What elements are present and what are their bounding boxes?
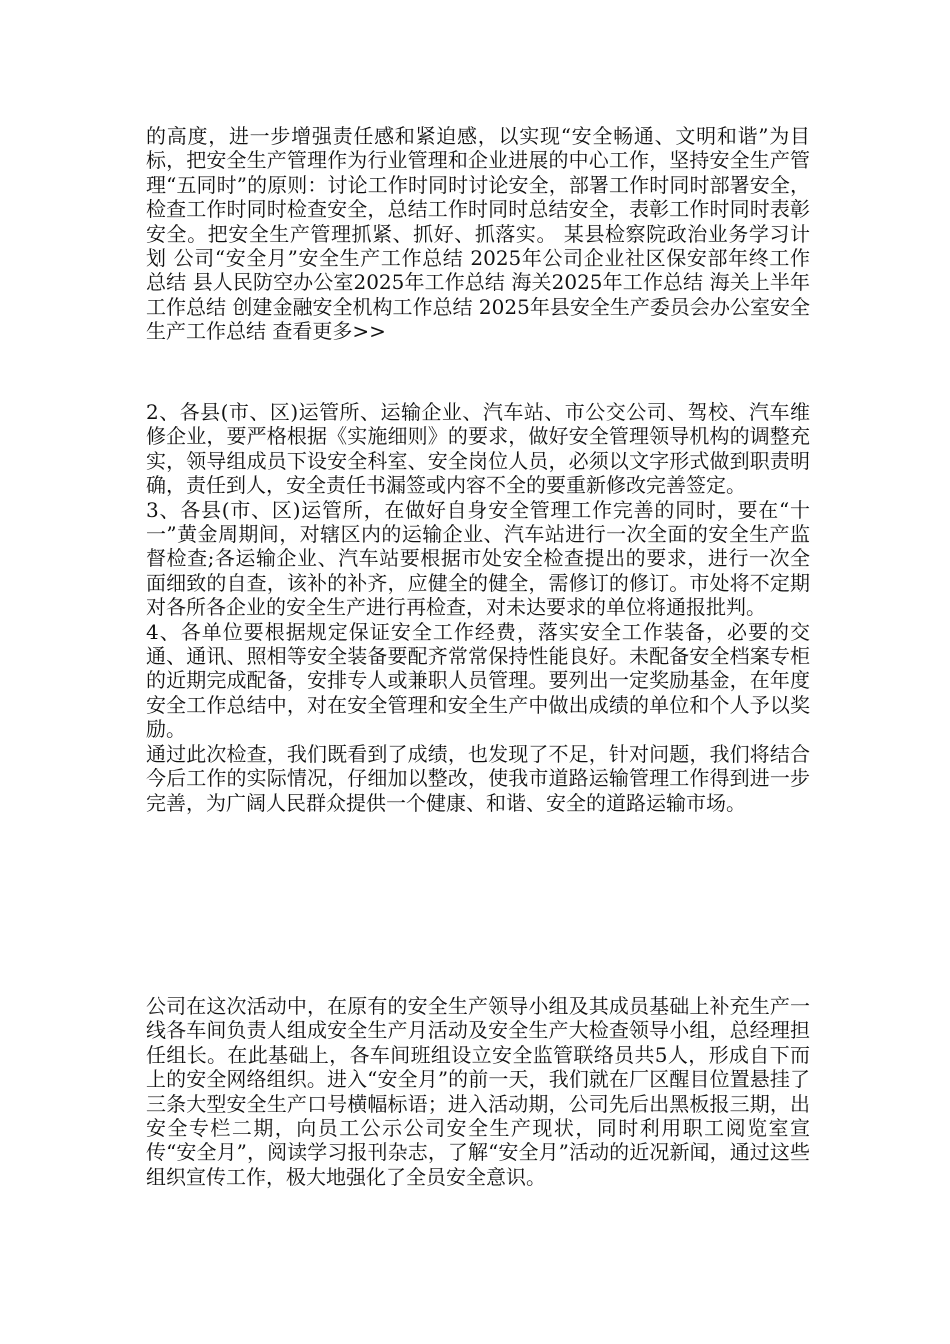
view-more-link[interactable]: 查看更多>> — [272, 319, 386, 344]
section-3-paragraph: 公司在这次活动中，在原有的安全生产领导小组及其成员基础上补充生产一线各车间负责人组成安全生产月活动及安全生产大检查领导小组，总经理担任组长。在此基础上，各车间班组设立安全监管联络员共5人，形成自下而上的安全网络组织。进入“安全月”的前一天，我们就在厂区醒目位置悬挂了三条大型安全生产口号横幅标语；进入活动期，公司先后出黑板报三期，出安全专栏二期，向员工公示公司安全生产现状，同时利用职工阅览室宣传“安全月”，阅读学习报刊杂志，了解“安全月”活动的近况新闻，通过这些组织宣传工作，极大地强化了全员安全意识。 — [146, 994, 810, 1189]
list-item: 4、各单位要根据规定保证安全工作经费，落实安全工作装备，必要的交通、通讯、照相等安全装备要配齐常常保持性能良好。未配备安全档案专柜的近期完成配备，安排专人或兼职人员管理。要列出一定奖励基金，在年度安全工作总结中，对在安全管理和安全生产中做出成绩的单位和个人予以奖励。 — [146, 619, 810, 742]
list-item: 2、各县(市、区)运管所、运输企业、汽车站、市公交公司、驾校、汽车维修企业，要严格根据《实施细则》的要求，做好安全管理领导机构的调整充实，领导组成员下设安全科室、安全岗位人员，必须以文字形式做到职责明确，责任到人，安全责任书漏签或内容不全的要重新修改完善签定。 — [146, 400, 810, 498]
section-3 — [146, 994, 810, 1189]
list-item: 3、各县(市、区)运管所，在做好自身安全管理工作完善的同时，要在“十一”黄金周期间，对辖区内的运输企业、汽车站进行一次全面的安全生产监督检查;各运输企业、汽车站要根据市处安全检查提出的要求，进行一次全面细致的自查，该补的补齐，应健全的健全，需修订的修订。市处将不定期对各所各企业的安全生产进行再检查，对未达要求的单位将通报批判。 — [146, 497, 810, 620]
section-1 — [146, 124, 810, 344]
section-1-paragraph — [146, 124, 810, 344]
section-2 — [146, 400, 810, 815]
section-1-text: 的高度，进一步增强责任感和紧迫感，以实现“安全畅通、文明和谐”为目标，把安全生产管理作为行业管理和企业进展的中心工作，坚持安全生产管理“五同时”的原则：讨论工作时同时讨论安全，部署工作时同时部署安全，检查工作时同时检查安全，总结工作时同时总结安全，表彰工作时同时表彰安全。把安全生产管理抓紧、抓好、抓落实。 某县检察院政治业务学习计划 公司“安全月”安全生产工作总结 2025年公司企业社区保安部年终工作总结 县人民防空办公室2025年工作总结 海关2025年工作总结 海关上半年工作总结 创建金融安全机构工作总结 2025年县安全生产委员会办公室安全生产工作总结 — [146, 124, 810, 344]
conclusion-paragraph: 通过此次检查，我们既看到了成绩，也发现了不足，针对问题，我们将结合今后工作的实际情况，仔细加以整改，使我市道路运输管理工作得到进一步完善，为广阔人民群众提供一个健康、和谐、安全的道路运输市场。 — [146, 741, 810, 815]
